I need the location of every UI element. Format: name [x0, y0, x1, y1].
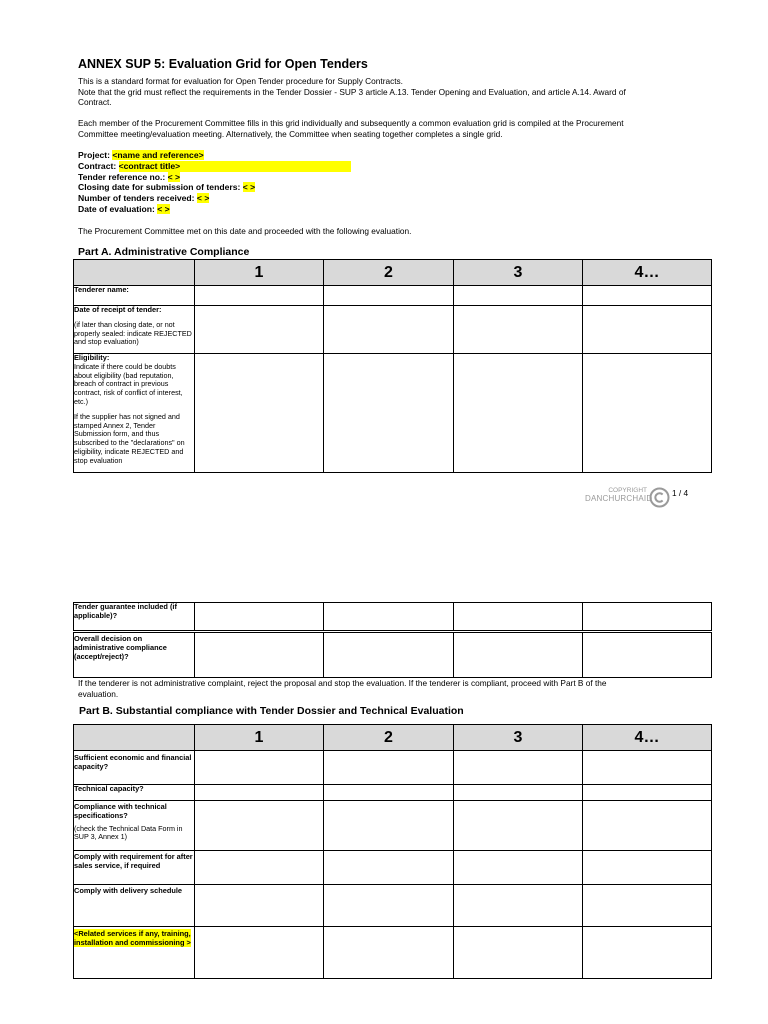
technical-capacity-label: Technical capacity?	[74, 784, 144, 793]
input-cell[interactable]	[195, 785, 324, 801]
input-cell[interactable]	[454, 632, 583, 678]
input-cell[interactable]	[324, 851, 454, 885]
table-row	[74, 354, 712, 473]
part-a-note	[78, 678, 698, 699]
table-row	[74, 286, 712, 306]
copyright-text	[585, 487, 653, 503]
delivery-schedule-label: Comply with delivery schedule	[74, 886, 183, 895]
header-corner-cell	[74, 260, 195, 286]
input-cell[interactable]	[583, 851, 712, 885]
input-cell[interactable]	[583, 603, 712, 632]
document-title: ANNEX SUP 5: Evaluation Grid for Open Tenders	[78, 57, 368, 71]
table-row	[74, 603, 712, 632]
row-label	[74, 801, 195, 851]
intro-line: Contract.	[78, 97, 112, 108]
table-row	[74, 306, 712, 354]
copyright-icon	[649, 487, 670, 508]
tenders-received-label: Number of tenders received:	[78, 193, 197, 203]
tech-specs-label: Compliance with technical specifications?	[74, 802, 167, 820]
input-cell[interactable]	[583, 632, 712, 678]
evaluation-date-label: Date of evaluation:	[78, 204, 158, 214]
part-a-note-line: evaluation.	[78, 688, 119, 699]
input-cell[interactable]	[324, 885, 454, 927]
column-header: 2	[324, 260, 454, 286]
row-label	[74, 354, 195, 473]
committee-statement: The Procurement Committee met on this date and proceeded with the following evaluation.	[78, 226, 412, 236]
input-cell[interactable]	[454, 851, 583, 885]
input-cell[interactable]	[454, 751, 583, 785]
input-cell[interactable]	[324, 801, 454, 851]
table-header-row	[74, 260, 712, 286]
row-label	[74, 927, 195, 979]
copyright-owner: DANCHURCHAID	[585, 494, 653, 503]
row-label	[74, 286, 195, 306]
input-cell[interactable]	[195, 354, 324, 473]
row-label	[74, 785, 195, 801]
input-cell[interactable]	[195, 286, 324, 306]
table-row	[74, 785, 712, 801]
after-sales-label: Comply with requirement for after sales service, if required	[74, 852, 193, 870]
tender-reference-value: < >	[167, 172, 181, 182]
input-cell[interactable]	[454, 927, 583, 979]
input-cell[interactable]	[195, 306, 324, 354]
input-cell[interactable]	[583, 354, 712, 473]
input-cell[interactable]	[195, 632, 324, 678]
column-header: 4…	[583, 260, 712, 286]
part-a-heading: Part A. Administrative Compliance	[78, 246, 250, 258]
input-cell[interactable]	[195, 927, 324, 979]
evaluation-date-field	[78, 204, 170, 215]
input-cell[interactable]	[195, 603, 324, 632]
input-cell[interactable]	[324, 785, 454, 801]
column-header: 4…	[583, 725, 712, 751]
guarantee-label: Tender guarantee included (if applicable)?	[74, 602, 177, 620]
economic-capacity-label: Sufficient economic and financial capacity?	[74, 753, 192, 771]
instructions-line: Committee meeting/evaluation meeting. Alternatively, the Committee when seating together completes a single grid.	[78, 128, 503, 139]
copyright-word: COPYRIGHT	[608, 487, 647, 494]
overall-decision-label: Overall decision on administrative compliance (accept/reject)?	[74, 634, 167, 661]
input-cell[interactable]	[195, 751, 324, 785]
tenders-received-value: < >	[196, 193, 210, 203]
input-cell[interactable]	[583, 885, 712, 927]
row-label	[74, 306, 195, 354]
row-label	[74, 851, 195, 885]
row-label	[74, 632, 195, 678]
tenders-received-field	[78, 193, 209, 204]
table-row	[74, 751, 712, 785]
input-cell[interactable]	[324, 927, 454, 979]
input-cell[interactable]	[324, 306, 454, 354]
part-a-table-continued	[73, 602, 712, 678]
input-cell[interactable]	[454, 785, 583, 801]
closing-date-label: Closing date for submission of tenders:	[78, 182, 243, 192]
input-cell[interactable]	[454, 306, 583, 354]
column-header: 3	[454, 260, 583, 286]
column-header: 3	[454, 725, 583, 751]
part-b-heading: Part B. Substantial compliance with Tender Dossier and Technical Evaluation	[79, 705, 464, 717]
row-label	[74, 885, 195, 927]
table-row	[74, 801, 712, 851]
input-cell[interactable]	[583, 751, 712, 785]
part-a-table	[73, 259, 712, 473]
contract-label: Contract:	[78, 161, 119, 171]
input-cell[interactable]	[324, 286, 454, 306]
eligibility-label: Eligibility:	[74, 353, 110, 362]
contract-field	[78, 161, 351, 172]
column-header: 2	[324, 725, 454, 751]
row-label	[74, 603, 195, 632]
project-field	[78, 150, 204, 161]
input-cell[interactable]	[324, 751, 454, 785]
closing-date-field	[78, 182, 255, 193]
part-a-note-line: If the tenderer is not administrative complaint, reject the proposal and stop the evaluation. If the tenderer is compliant, proceed with Part B of the	[78, 678, 607, 688]
table-header-row	[74, 725, 712, 751]
intro-paragraph	[78, 76, 698, 108]
row-label	[74, 751, 195, 785]
input-cell[interactable]	[324, 632, 454, 678]
column-header: 1	[195, 725, 324, 751]
intro-line: This is a standard format for evaluation for Open Tender procedure for Supply Contracts.	[78, 76, 403, 86]
closing-date-value: < >	[242, 182, 256, 192]
part-b-table	[73, 724, 712, 979]
instructions-line: Each member of the Procurement Committee fills in this grid individually and subsequently a common evaluation grid is compiled at the Procurement	[78, 118, 624, 128]
input-cell[interactable]	[583, 785, 712, 801]
header-corner-cell	[74, 725, 195, 751]
column-header: 1	[195, 260, 324, 286]
input-cell[interactable]	[454, 801, 583, 851]
instructions-paragraph	[78, 118, 698, 139]
input-cell[interactable]	[583, 927, 712, 979]
intro-line: Note that the grid must reflect the requirements in the Tender Dossier - SUP 3 article A.13. Tender Opening and Evaluation, and article A.14. Award of	[78, 86, 626, 97]
table-row	[74, 851, 712, 885]
date-receipt-label: Date of receipt of tender:	[74, 305, 162, 314]
date-receipt-note: (if later than closing date, or not properly sealed: indicate REJECTED and stop evaluation)	[74, 319, 192, 347]
input-cell[interactable]	[454, 603, 583, 632]
input-cell[interactable]	[454, 286, 583, 306]
input-cell[interactable]	[324, 354, 454, 473]
tenderer-name-label: Tenderer name:	[74, 285, 129, 294]
input-cell[interactable]	[195, 801, 324, 851]
input-cell[interactable]	[583, 306, 712, 354]
input-cell[interactable]	[583, 286, 712, 306]
eligibility-note: Indicate if there could be doubts about eligibility (bad reputation, breach of contract in previous contract, risk of conflict of interest, etc.)	[74, 361, 183, 406]
page-number: 1 / 4	[672, 488, 689, 498]
input-cell[interactable]	[454, 354, 583, 473]
eligibility-note: If the supplier has not signed and stamped Annex 2, Tender Submission form, and thus subscribed to the "declarations" on eligibility, indicate REJECTED and stop evaluation	[74, 411, 185, 465]
table-row	[74, 927, 712, 979]
contract-value: <contract title>	[119, 161, 351, 172]
input-cell[interactable]	[195, 851, 324, 885]
input-cell[interactable]	[195, 885, 324, 927]
input-cell[interactable]	[583, 801, 712, 851]
table-row	[74, 885, 712, 927]
tender-reference-label: Tender reference no.:	[78, 172, 168, 182]
project-label: Project:	[78, 150, 113, 160]
related-services-label: <Related services if any, training, installation and commissioning >	[74, 929, 191, 947]
table-row	[74, 632, 712, 678]
tech-specs-note: (check the Technical Data Form in SUP 3, Annex 1)	[74, 823, 183, 842]
input-cell[interactable]	[324, 603, 454, 632]
input-cell[interactable]	[454, 885, 583, 927]
project-value: <name and reference>	[112, 150, 204, 160]
evaluation-date-value: < >	[157, 204, 170, 214]
